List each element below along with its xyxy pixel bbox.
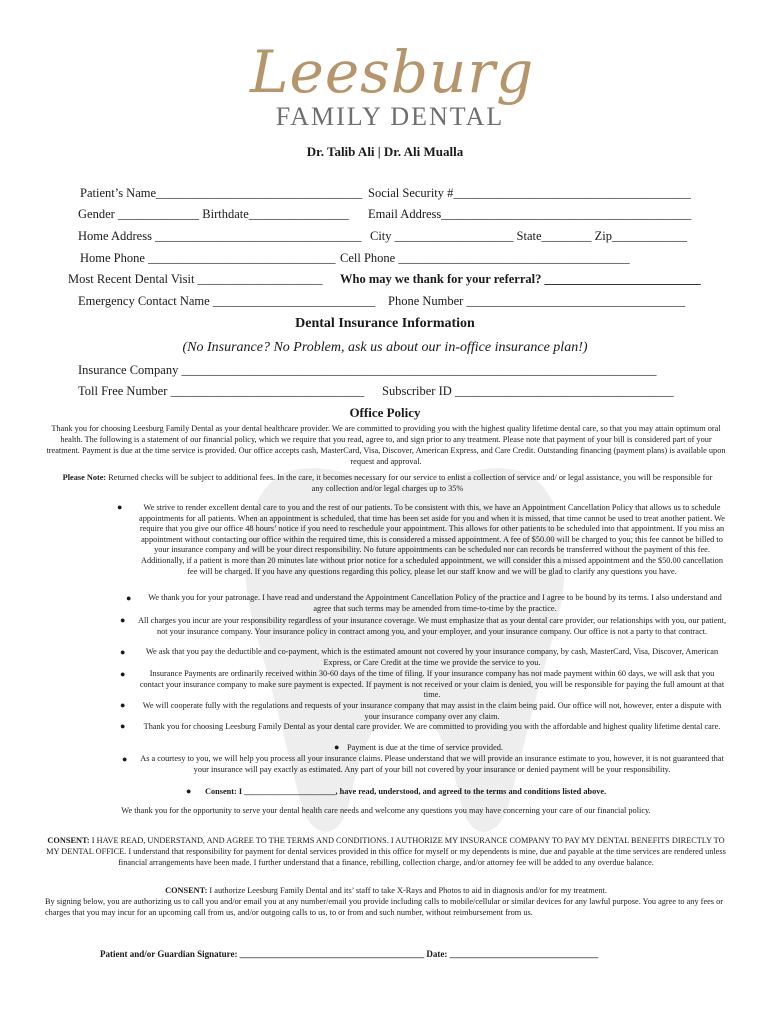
logo-subtitle: FAMILY DENTAL: [275, 102, 505, 131]
bullet-icon: ●: [120, 700, 126, 710]
consent-insurance-text: I HAVE READ, UNDERSTAND, AND AGREE TO THE TERMS AND CONDITIONS. I AUTHORIZE MY INSURANCE COMPANY TO PAY MY DENTAL BENEFITS DIRECTLY TO MY DENTAL OFFICE. I understand that responsibility for payment for dental services provided in this office for myself or my dependents is mine, due and payable at the time services are rendered unless financial arrangements have been made. I further understand that a finance, rebilling, collection charge, and/or attorney fee will be added to any overdue balance.: [46, 836, 726, 867]
toll-free-field[interactable]: Toll Free Number _______________________________: [78, 384, 365, 398]
referral-field[interactable]: Who may we thank for your referral? _________________________: [340, 272, 701, 286]
home-address-field[interactable]: Home Address _________________________________: [78, 229, 362, 243]
please-note-label: Please Note:: [62, 473, 107, 482]
consent-contact-authorization: By signing below, you are authorizing us to call you and/or email you at any number/email you provide including calls to mobile/cellular or similar devices for any lawful purpose. You agree to any fees or charges that you may incur for an upcoming call from us, and/or outgoing calls to us, to or from and such number, without reimbursement from us.: [45, 897, 724, 917]
bullet-icon: ●: [117, 502, 123, 512]
consent-label: CONSENT:: [165, 886, 208, 895]
insurance-section-title: Dental Insurance Information: [295, 316, 475, 331]
consent-xrays-text: I authorize Leesburg Family Dental and its’ staff to take X-Rays and Photos to aid in diagnosis and/or for my treatment.: [207, 886, 607, 895]
emergency-phone-field[interactable]: Phone Number ___________________________________: [388, 294, 686, 308]
practice-logo: [250, 36, 535, 136]
bullet-icon: ●: [334, 742, 340, 752]
subscriber-id-field[interactable]: Subscriber ID ___________________________________: [382, 384, 674, 398]
home-phone-field[interactable]: Home Phone ______________________________: [80, 251, 336, 265]
please-note: [60, 472, 715, 494]
policy-bullet-payment-due: Payment is due at the time of service provided.: [347, 743, 503, 752]
city-state-zip-field[interactable]: City ___________________ State________ Zip____________: [370, 229, 688, 243]
bullet-icon: ●: [120, 669, 126, 679]
please-note-text: Returned checks will be subject to additional fees. In the care, it becomes necessary for our service to enlist a collection of service and/ or legal assistance, you will be responsible for any collection and/or legal charges up to 35%: [106, 473, 713, 493]
insurance-company-field[interactable]: Insurance Company ____________________________________________________________________________: [78, 363, 657, 377]
policy-bullet-charges: All charges you incur are your responsibility regardless of your insurance coverage. We must emphasize that as your dental care provider, our relationships with you, our patient, not your insurance company. Your insurance policy in contract among you, and your employer, and your insurance company. Our office is not a party to that contract.: [137, 616, 727, 636]
policy-intro: Thank you for choosing Leesburg Family Dental as your dental healthcare provider. We are committed to providing you with the highest quality lifetime dental care, so that you may attain optimum oral health. The following is a statement of our financial policy, which we require that you read, agree to, and sign prior to any treatment. Please note that payment of your bill is considered part of your treatment. Payment is due at the time service is provided. Our office accepts cash, MasterCard, Visa, Discover, American Express, and Care Credit. Outstanding financing (payment plans) is available upon request and approval.: [46, 424, 726, 466]
bullet-icon: ●: [122, 754, 128, 764]
bullet-icon: ●: [120, 721, 126, 731]
consent-label: CONSENT:: [47, 836, 90, 845]
cell-phone-field[interactable]: Cell Phone _____________________________________: [340, 251, 630, 265]
policy-bullet-thank-you: Thank you for choosing Leesburg Family Dental as your dental care provider. We are committed to providing you with the affordable and highest quality lifetime dental care.: [143, 722, 721, 731]
consent-xrays: [45, 885, 727, 896]
policy-bullet-cooperation: We will cooperate fully with the regulations and requests of your insurance company that may assist in the claim being paid. Our office will not, however, enter a dispute with your insurance company over any claim.: [142, 701, 722, 721]
emergency-contact-field[interactable]: Emergency Contact Name __________________________: [78, 294, 376, 308]
doctors-names: Dr. Talib Ali | Dr. Ali Mualla: [306, 144, 464, 159]
patient-name-field[interactable]: Patient’s Name_________________________________: [80, 186, 363, 200]
social-security-field[interactable]: Social Security #______________________________________: [368, 186, 691, 200]
insurance-section-subtitle: (No Insurance? No Problem, ask us about our in-office insurance plan!): [182, 340, 588, 355]
policy-thanks: We thank you for the opportunity to serve your dental health care needs and welcome any questions you may have concerning your care of our financial policy.: [121, 806, 651, 815]
consent-initial-line[interactable]: Consent: I ______________________, have read, understood, and agreed to the terms and conditions listed above.: [205, 787, 607, 796]
logo-script-text: Leesburg: [250, 38, 535, 106]
bullet-icon: ●: [120, 647, 126, 657]
policy-bullet-deductible: We ask that you pay the deductible and co-payment, which is the estimated amount not covered by your insurance company, by cash, MasterCard, Visa, Discover, American Express, or Care Credit at the time we provide the service to you.: [145, 647, 719, 667]
office-policy-title: Office Policy: [349, 405, 421, 420]
policy-bullet-patronage: We thank you for your patronage. I have read and understand the Appointment Cancellation Policy of the practice and I agree to be bound by its terms. I also understand and agree that such terms may be amended from time-to-time by the practice.: [148, 593, 722, 613]
policy-bullet-cancellation: We strive to render excellent dental care to you and the rest of our patients. To be consistent with this, we have an Appointment Cancellation Policy that allows us to schedule appointments for all patients. When an appointment is scheduled, that time has been set aside for you and when it is missed, that time cannot be used to treat another patient. We require that you give our office 48 hours’ notice if you need to reschedule your appointment. This allows for other patients to be scheduled into that appointment. If you miss an appointment without contacting our office within the required time, this is considered a missed appointment. A fee of $50.00 will be charged to you; this fee cannot be billed to your insurance company and will be your direct responsibility. No future appointments can be scheduled nor can records be transferred without the payment of this fee. Additionally, if a patient is more than 20 minutes late without prior notice for a scheduled appointment, we will consider this a missed appointment and the $50.00 cancellation fee will be charged. If you have any questions regarding this policy, please let our staff know and we will be glad to clarify any questions you have.: [139, 503, 725, 576]
bullet-icon: ●: [120, 615, 126, 625]
gender-birthdate-field[interactable]: Gender _____________ Birthdate________________: [78, 207, 349, 221]
policy-bullet-courtesy: As a courtesy to you, we will help you process all your insurance claims. Please understand that we will provide an insurance estimate to you, however, it is not guaranteed that your insurance will pay exactly as estimated. Any part of your bill not covered by your insurance or denied payment will be your responsibility.: [140, 754, 724, 774]
recent-dental-visit-field[interactable]: Most Recent Dental Visit ____________________: [68, 272, 323, 286]
email-field[interactable]: Email Address________________________________________: [368, 207, 692, 221]
policy-bullet-insurance-payments: Insurance Payments are ordinarily received within 30-60 days of the time of filing. If your insurance company has not made payment within 60 days, we will ask that you contact your insurance company to make sure payment is expected. If payment is not received or your claim is denied, you will be responsible for paying the full amount at that time.: [139, 669, 725, 700]
bullet-icon: ●: [126, 593, 132, 603]
consent-insurance-authorization: [45, 835, 727, 868]
signature-date-line[interactable]: Patient and/or Guardian Signature: _________________________________________ Date: _________________________________: [100, 949, 599, 959]
bullet-icon: ●: [186, 786, 192, 796]
